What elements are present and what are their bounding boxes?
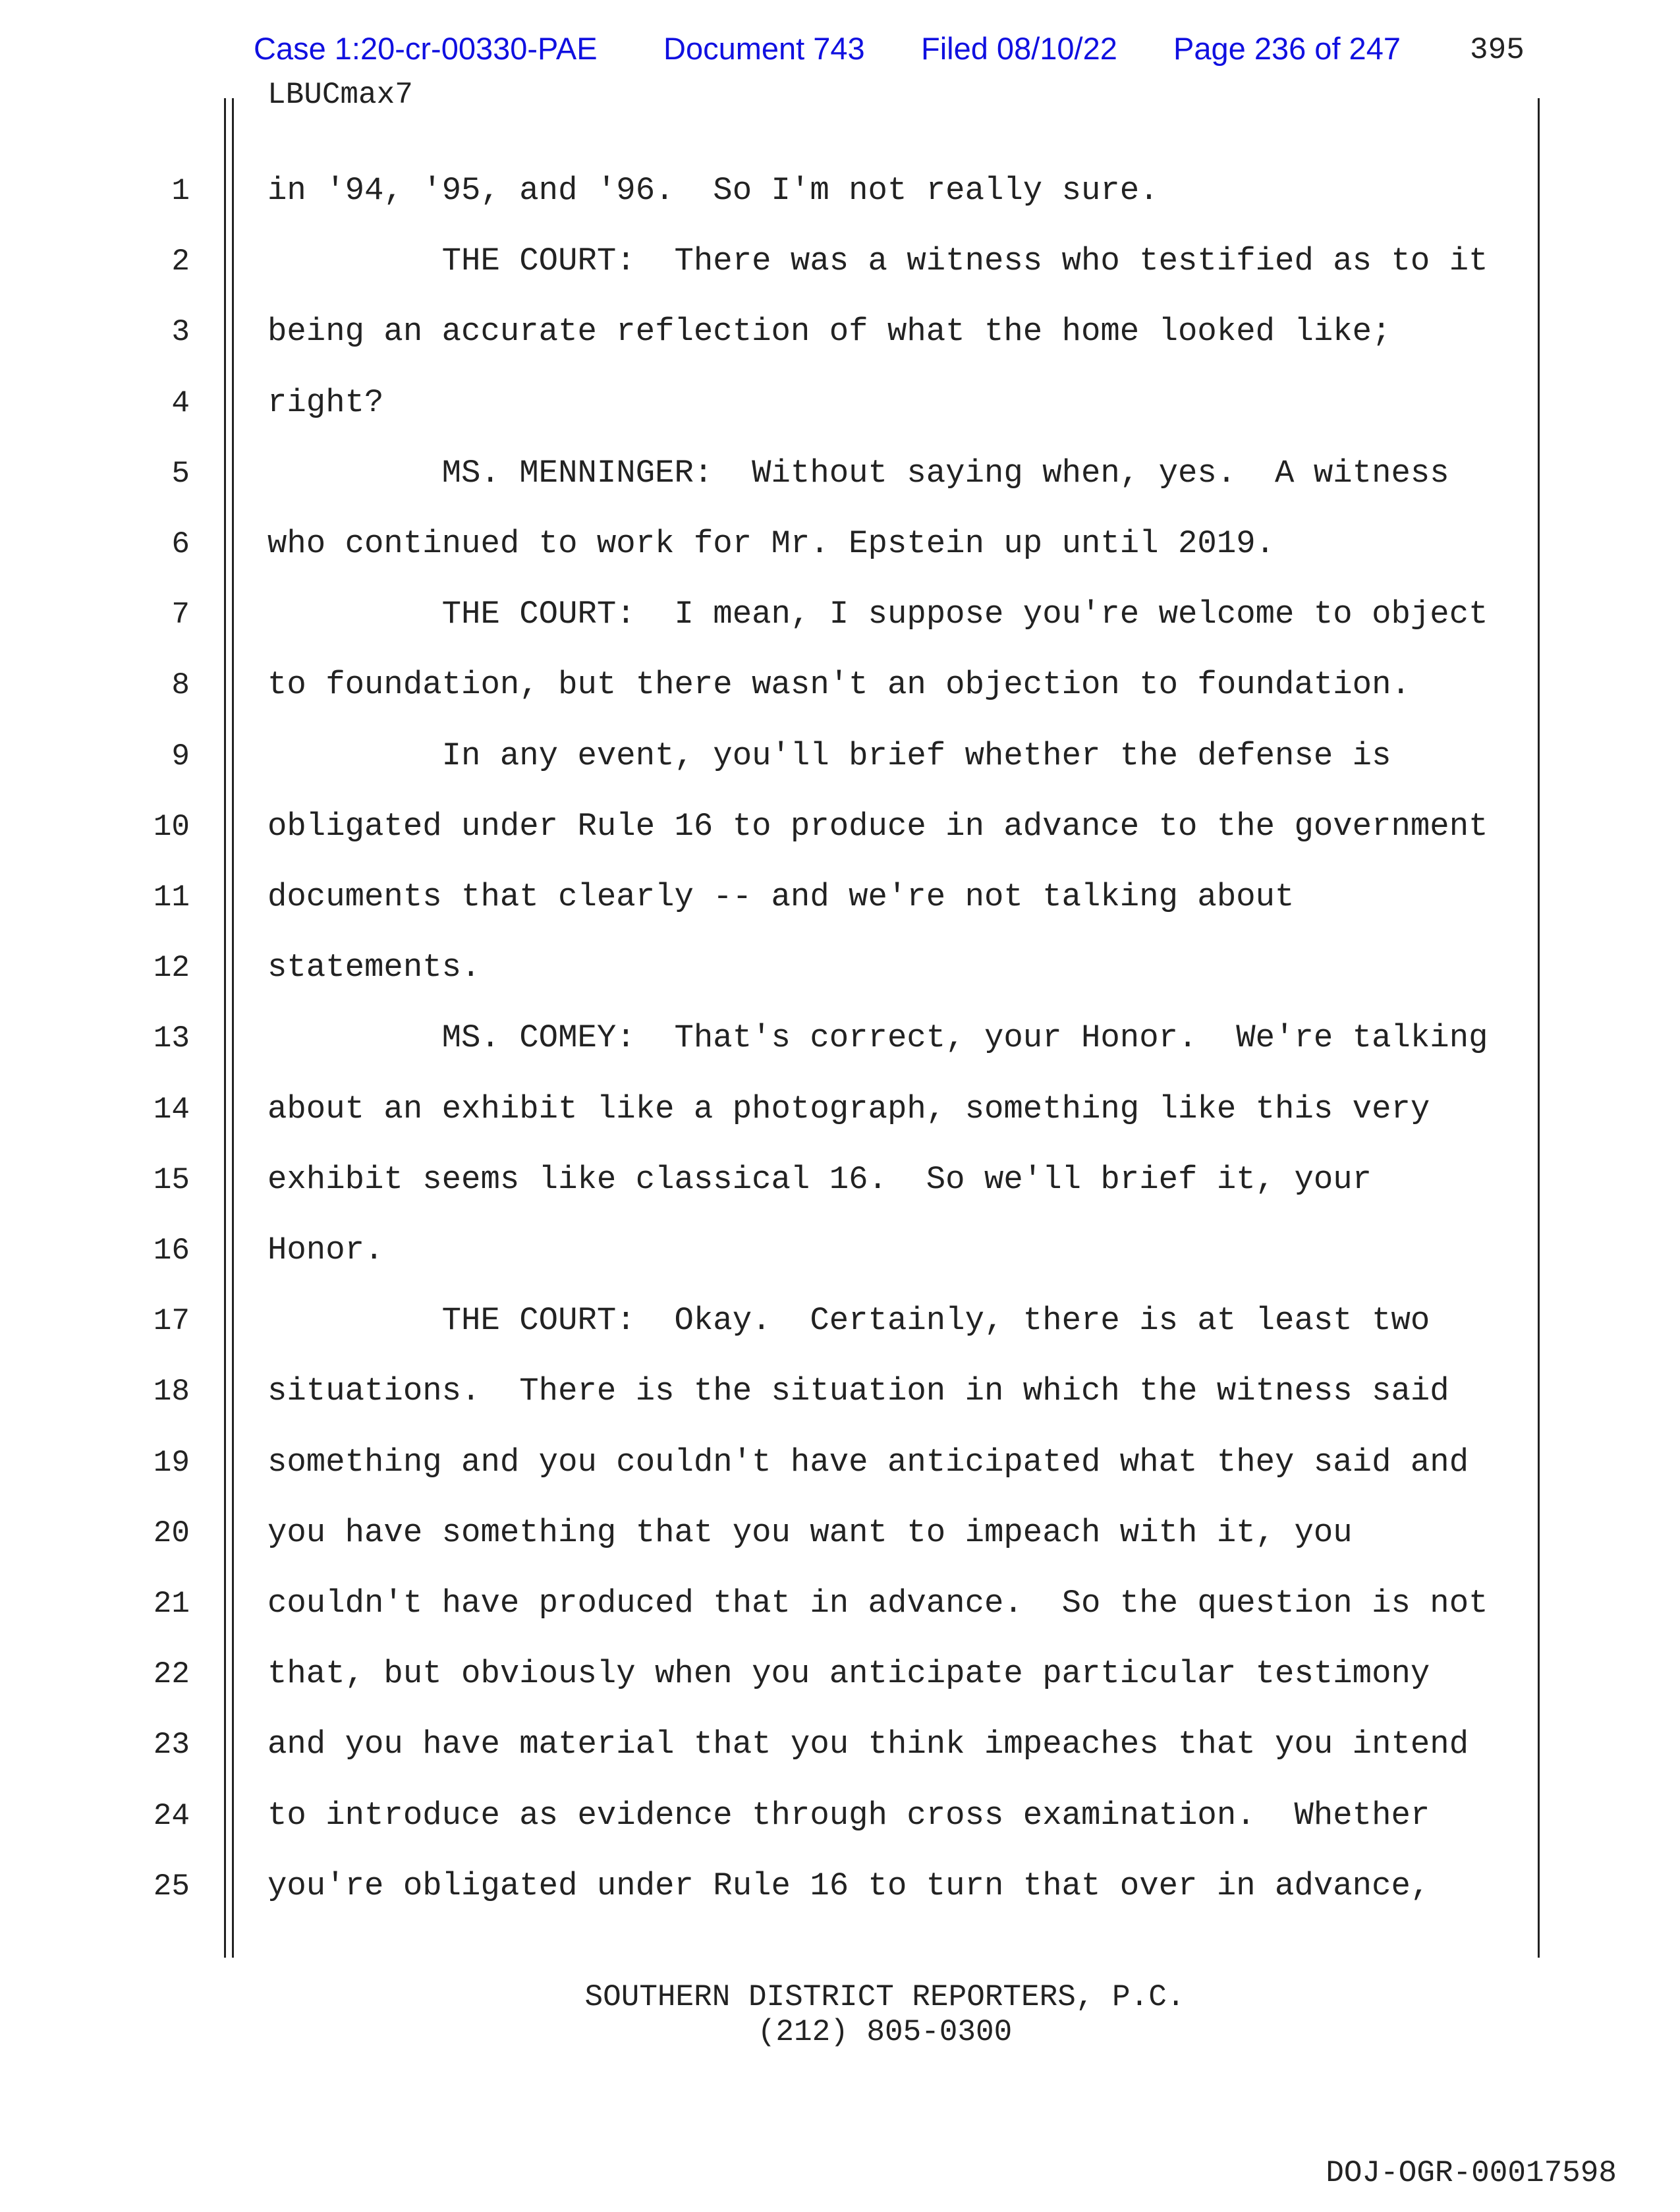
line-number: 13 (153, 1021, 190, 1056)
filed-date: Filed 08/10/22 (921, 31, 1117, 66)
transcript-line: in '94, '95, and '96. So I'm not really sure. (267, 172, 1159, 209)
transcript-code: LBUCmax7 (267, 78, 413, 112)
line-number: 1 (171, 174, 190, 208)
line-number: 4 (171, 385, 190, 420)
transcript-line: couldn't have produced that in advance. So the question is not (267, 1585, 1488, 1622)
transcript-line: to foundation, but there wasn't an objection to foundation. (267, 666, 1411, 704)
line-number: 18 (153, 1375, 190, 1409)
transcript-line: exhibit seems like classical 16. So we'll brief it, your (267, 1160, 1372, 1198)
left-margin-rule-inner (232, 98, 234, 1958)
line-number: 23 (153, 1728, 190, 1763)
transcript-line: THE COURT: I mean, I suppose you're welcome to object (267, 596, 1488, 633)
line-number: 11 (153, 880, 190, 915)
line-number: 14 (153, 1092, 190, 1127)
line-number: 19 (153, 1445, 190, 1480)
transcript-page-number: 395 (1470, 33, 1525, 67)
transcript-line: about an exhibit like a photograph, something like this very (267, 1090, 1430, 1127)
transcript-line: right? (267, 383, 384, 421)
transcript-line: THE COURT: Okay. Certainly, there is at least two (267, 1302, 1430, 1340)
document-number: Document 743 (663, 31, 865, 66)
transcript-line: who continued to work for Mr. Epstein up until 2019. (267, 525, 1275, 562)
transcript-line: you're obligated under Rule 16 to turn that over in advance, (267, 1867, 1430, 1904)
case-number: Case 1:20-cr-00330-PAE (254, 31, 598, 66)
line-number: 22 (153, 1657, 190, 1692)
page-of: Page 236 of 247 (1173, 31, 1401, 66)
transcript-line: obligated under Rule 16 to produce in advance to the government (267, 807, 1488, 845)
line-number: 17 (153, 1304, 190, 1339)
transcript-line: something and you couldn't have anticipated what they said and (267, 1443, 1469, 1481)
transcript-line: and you have material that you think impeaches that you intend (267, 1726, 1469, 1763)
transcript-line: MS. MENNINGER: Without saying when, yes. A witness (267, 454, 1449, 492)
line-number: 9 (171, 739, 190, 774)
transcript-line: to introduce as evidence through cross examination. Whether (267, 1796, 1430, 1834)
line-number: 21 (153, 1587, 190, 1621)
line-number: 2 (171, 244, 190, 279)
line-number: 10 (153, 809, 190, 844)
line-number: 16 (153, 1234, 190, 1268)
line-number: 7 (171, 598, 190, 633)
line-number: 15 (153, 1162, 190, 1197)
line-number: 24 (153, 1798, 190, 1833)
transcript-line: you have something that you want to impeach with it, you (267, 1514, 1353, 1551)
bates-number: DOJ-OGR-00017598 (1326, 2156, 1617, 2190)
transcript-line: statements. (267, 949, 481, 986)
transcript-line: situations. There is the situation in which the witness said (267, 1373, 1449, 1410)
line-number: 25 (153, 1869, 190, 1904)
reporter-phone: (212) 805-0300 (757, 2015, 1013, 2049)
transcript-line: THE COURT: There was a witness who testified as to it (267, 242, 1488, 280)
transcript-line: that, but obviously when you anticipate particular testimony (267, 1655, 1430, 1693)
transcript-line: In any event, you'll brief whether the defense is (267, 737, 1391, 774)
transcript-line: documents that clearly -- and we're not talking about (267, 878, 1295, 915)
line-number: 12 (153, 951, 190, 986)
left-margin-rule (224, 98, 226, 1958)
line-number: 5 (171, 456, 190, 491)
transcript-line: being an accurate reflection of what the home looked like; (267, 313, 1391, 351)
line-number: 8 (171, 668, 190, 703)
line-number: 6 (171, 527, 190, 561)
transcript-line: MS. COMEY: That's correct, your Honor. We're talking (267, 1019, 1488, 1057)
right-margin-rule (1538, 98, 1540, 1958)
reporter-name: SOUTHERN DISTRICT REPORTERS, P.C. (584, 1980, 1185, 2014)
line-number: 3 (171, 315, 190, 350)
line-number: 20 (153, 1516, 190, 1550)
transcript-line: Honor. (267, 1232, 384, 1268)
